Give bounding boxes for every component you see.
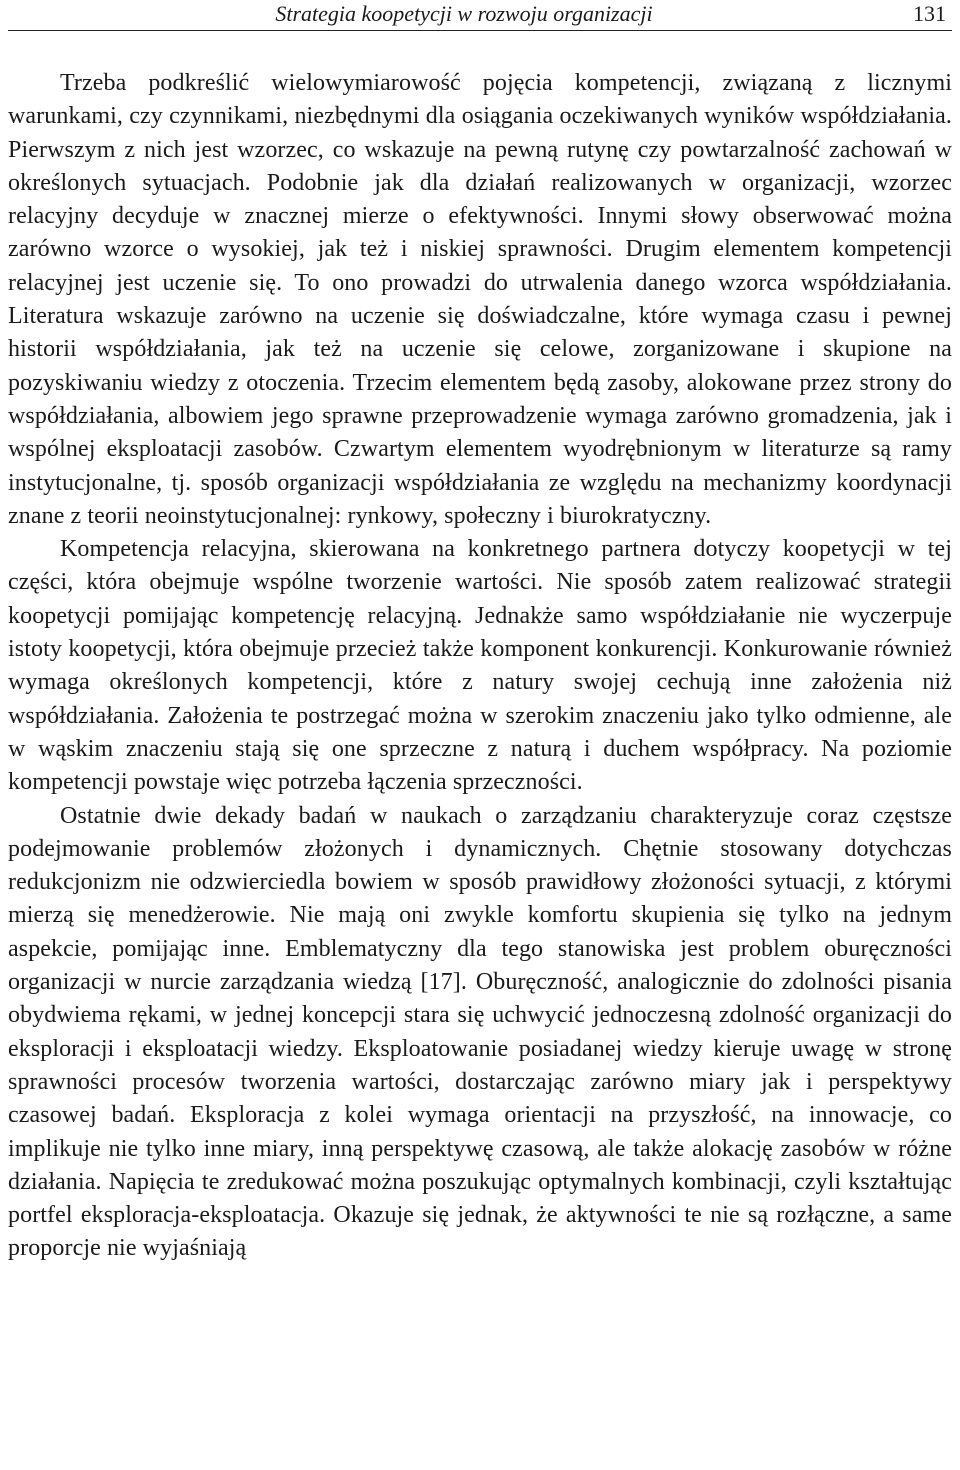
paragraph: Trzeba podkreślić wielowymiarowość pojęcia kompetencji, związaną z licznymi warunkami, czy czynnikami, niezbędnymi dla osiągania oczekiwanych wyników współdziałania. Pierwszym z nich jest wzorzec, co wskazuje na pewną rutynę czy powtarzalność zachowań w określonych sytuacjach. Podobnie jak dla działań realizowanych w organizacji, wzorzec relacyjny decyduje w znacznej mierze o efektywności. Innymi słowy obserwować można zarówno wzorce o wysokiej, jak też i niskiej sprawności. Drugim elementem kompetencji relacyjnej jest uczenie się. To ono prowadzi do utrwalenia danego wzorca współdziałania. Literatura wskazuje zarówno na uczenie się doświadczalne, które wymaga czasu i pewnej historii współdziałania, jak też na uczenie się celowe, zorganizowane i skupione na pozyskiwaniu wiedzy z otoczenia. Trzecim elementem będą zasoby, alokowane przez strony do współdziałania, albowiem jego sprawne przeprowadzenie wymaga zarówno gromadzenia, jak i wspólnej eksploatacji zasobów. Czwartym elementem wyodrębnionym w literaturze są ramy instytucjonalne, tj. sposób organizacji współdziałania ze względu na mechanizmy koordynacji znane z teorii neoinstytucjonalnej: rynkowy, społeczny i biurokratyczny. xyxy=(8,70,952,529)
paragraph: Ostatnie dwie dekady badań w naukach o zarządzaniu charakteryzuje coraz częstsze podejmowanie problemów złożonych i dynamicznych. Chętnie stosowany dotychczas redukcjonizm nie odzwierciedla bowiem w sposób prawidłowy złożoności sytuacji, z którymi mierzą się menedżerowie. Nie mają oni zwykle komfortu skupienia się tylko na jednym aspekcie, pomijając inne. Emblematyczny dla tego stanowiska jest problem oburęczności organizacji w nurcie zarządzania wiedzą [17]. Oburęczność, analogicznie do zdolności pisania obydwiema rękami, w jednej koncepcji stara się uchwycić jednoczesną zdolność organizacji do eksploracji i eksploatacji wiedzy. Eksploatowanie posiadanej wiedzy kieruje uwagę w stronę sprawności procesów tworzenia wartości, dostarczając zarówno miary jak i perspektywy czasowej badań. Eksploracja z kolei wymaga orientacji na przyszłość, na innowacje, co implikuje nie tylko inne miary, inną perspektywę czasową, ale także alokację zasobów w różne działania. Napięcia te zredukować można poszukując optymalnych kombinacji, czyli kształtując portfel eksploracja-eksploatacja. Okazuje się jednak, że aktywności te nie są rozłączne, a same proporcje nie wyjaśniają xyxy=(8,802,952,1262)
paragraph: Kompetencja relacyjna, skierowana na konkretnego partnera dotyczy koopetycji w tej części, która obejmuje wspólne tworzenie wartości. Nie sposób zatem realizować strategii koopetycji pomijając kompetencję relacyjną. Jednakże samo współdziałanie nie wyczerpuje istoty koopetycji, która obejmuje przecież także komponent konkurencji. Konkurowanie również wymaga określonych kompetencji, które z natury swojej cechują inne założenia niż współdziałania. Założenia te postrzegać można w szerokim znaczeniu jako tylko odmienne, ale w wąskim znaczeniu stają się one sprzeczne z naturą i duchem współpracy. Na poziomie kompetencji powstaje więc potrzeba łączenia sprzeczności. xyxy=(8,536,952,796)
page-body xyxy=(8,67,952,1266)
page-header xyxy=(8,0,952,31)
page-number: 131 xyxy=(913,1,946,26)
running-title: Strategia koopetycji w rozwoju organizacji xyxy=(275,1,653,26)
